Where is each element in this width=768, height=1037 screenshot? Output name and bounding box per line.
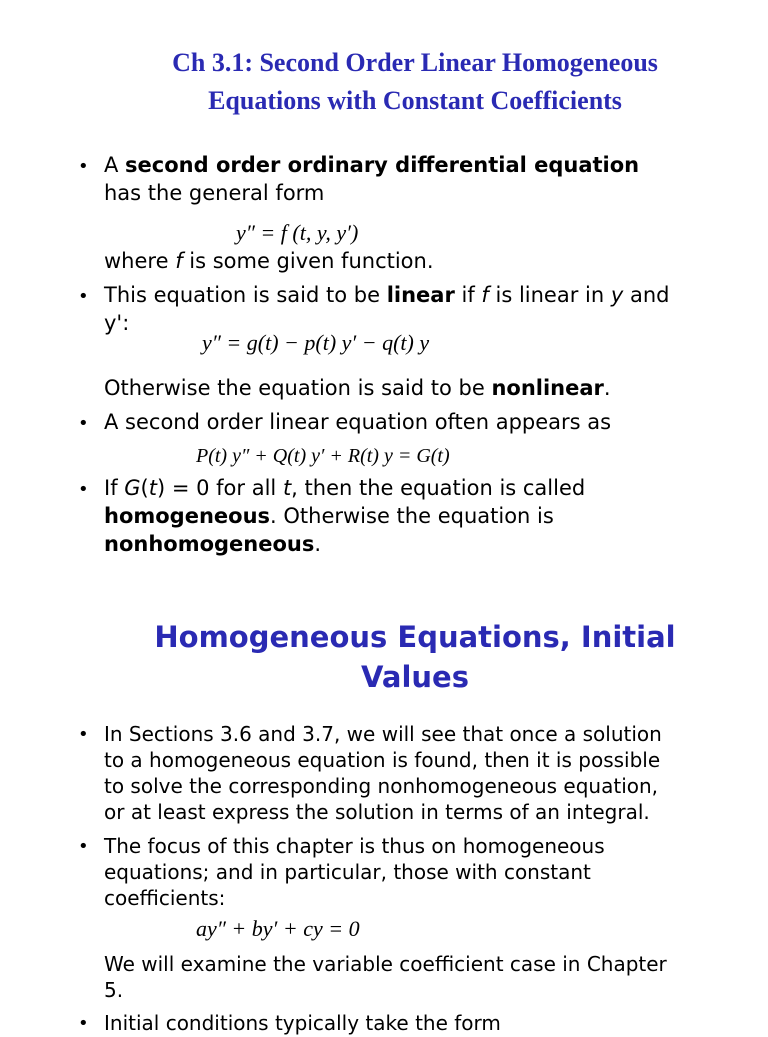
- bullet-dot: •: [78, 479, 89, 500]
- section-title-line-2: Values: [361, 660, 469, 694]
- bullet-line: nonhomogeneous.: [104, 532, 322, 556]
- bullet-dot: •: [78, 286, 89, 307]
- bullet-line: In Sections 3.6 and 3.7, we will see that once a solution: [104, 722, 662, 746]
- bullet-line: We will examine the variable coefficient case in Chapter: [104, 952, 667, 976]
- equation-general-form: y″ = f (t, y, y′): [236, 220, 359, 245]
- slide-title: [60, 44, 768, 120]
- section-title: [100, 617, 730, 697]
- bullet-dot: •: [78, 836, 89, 857]
- bullet-line: or at least express the solution in terms of an integral.: [104, 800, 650, 824]
- bullet-line: The focus of this chapter is thus on homogeneous: [104, 834, 605, 858]
- bullet-line: equations; and in particular, those with constant: [104, 860, 591, 884]
- term-homogeneous: homogeneous: [104, 504, 271, 528]
- bullet-line: homogeneous. Otherwise the equation is: [104, 504, 554, 528]
- bullet-line: to a homogeneous equation is found, then it is possible: [104, 748, 661, 772]
- bullet-line: has the general form: [104, 181, 325, 205]
- bullet-line: If G(t) = 0 for all t, then the equation is called: [104, 476, 586, 500]
- bullet-line: to solve the corresponding nonhomogeneous equation,: [104, 774, 659, 798]
- bullet-line: Otherwise the equation is said to be nonlinear.: [104, 376, 611, 400]
- section-title-line-1: Homogeneous Equations, Initial: [154, 620, 676, 654]
- bullet-line: y':: [104, 311, 130, 335]
- bullet-line: This equation is said to be linear if f is linear in y and: [104, 283, 670, 307]
- equation-linear-general: P(t) y″ + Q(t) y′ + R(t) y = G(t): [196, 445, 450, 467]
- title-line-1: Ch 3.1: Second Order Linear Homogeneous: [172, 48, 658, 77]
- term-nonhomogeneous: nonhomogeneous: [104, 532, 315, 556]
- bullet-line: A second order ordinary differential equation: [104, 153, 640, 177]
- bullet-line: coefficients:: [104, 886, 226, 910]
- title-line-2: Equations with Constant Coefficients: [208, 86, 622, 115]
- term-linear: linear: [386, 283, 455, 307]
- bullet-dot: •: [78, 724, 89, 745]
- bullet-line: 5.: [104, 978, 124, 1002]
- bullet-dot: •: [78, 1013, 89, 1034]
- equation-linear-form: y″ = g(t) − p(t) y′ − q(t) y: [202, 330, 430, 355]
- bullet-dot: •: [78, 413, 89, 434]
- bullet-line: where f is some given function.: [104, 249, 434, 273]
- bullet-dot: •: [78, 156, 89, 177]
- term-second-order-ode: second order ordinary differential equation: [125, 153, 640, 177]
- bullet-line: Initial conditions typically take the form: [104, 1011, 501, 1035]
- term-nonlinear: nonlinear: [491, 376, 604, 400]
- equation-constant-coefficients: ay″ + by′ + cy = 0: [196, 916, 360, 941]
- bullet-line: A second order linear equation often appears as: [104, 410, 612, 434]
